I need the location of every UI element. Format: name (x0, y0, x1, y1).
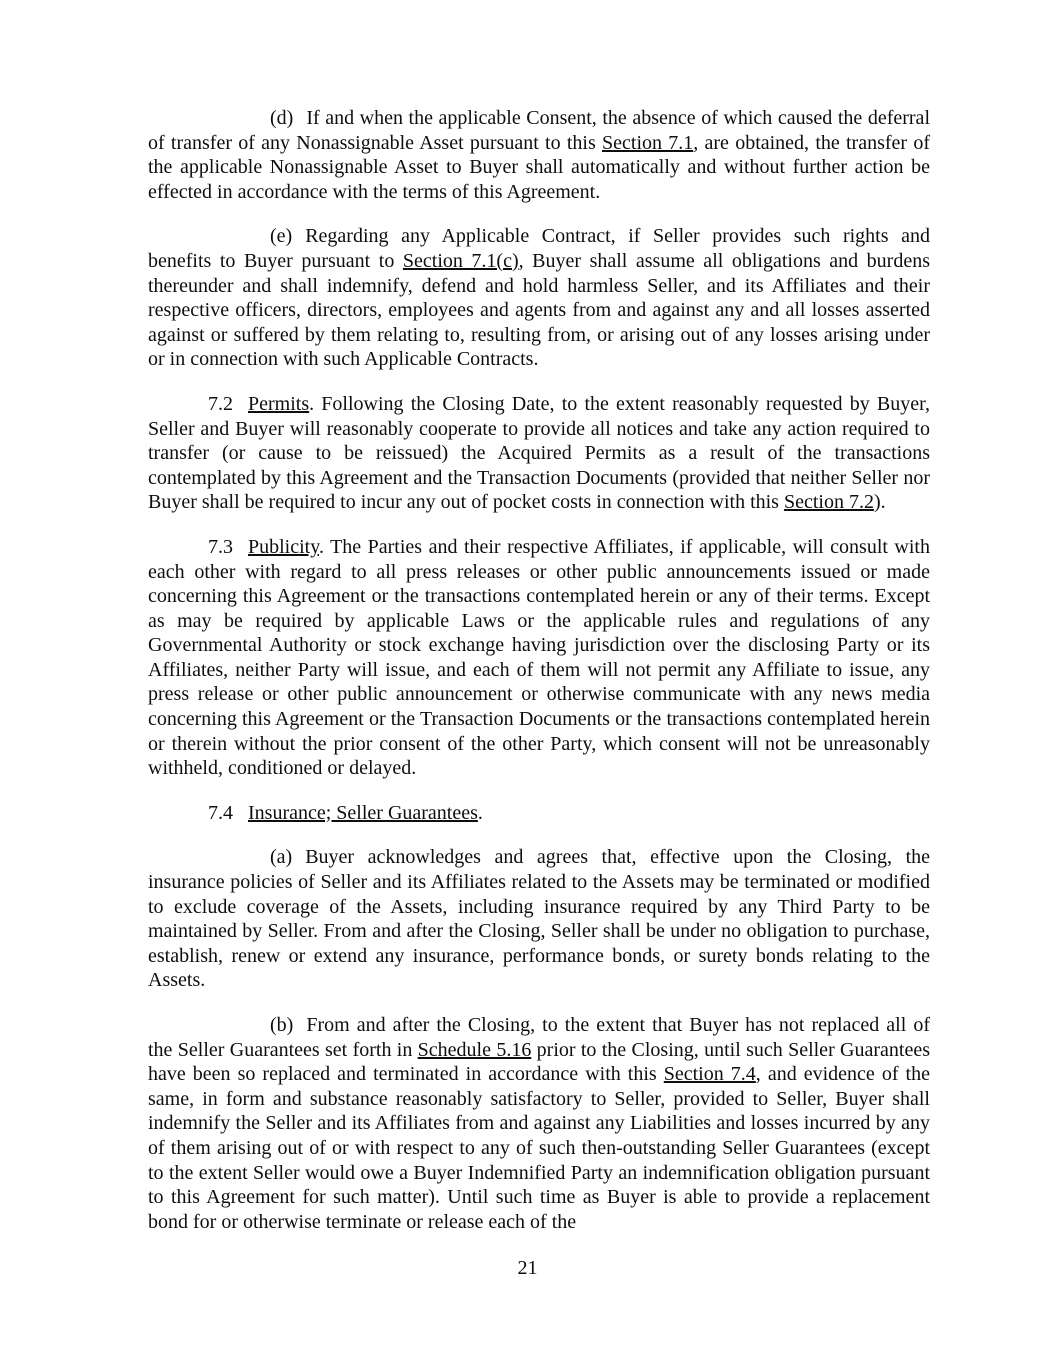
section-7-4-reference: Section 7.4 (663, 1063, 756, 1086)
paragraph-d (148, 106, 930, 204)
section-7-4-heading: Insurance; Seller Guarantees (248, 801, 478, 824)
section-7-1-reference: Section 7.1 (602, 131, 694, 154)
section-7-1c-reference: Section 7.1(c) (402, 249, 519, 272)
paragraph-b-letter: (b) (270, 1014, 294, 1036)
section-7-2-number: 7.2 (208, 392, 233, 415)
paragraph-a-text: Buyer acknowledges and agrees that, effective upon the Closing, the insurance policies of Seller and its Affiliates related to the Assets may be terminated or modified to exclude coverage of the Assets, including insurance required by any Third Party to be maintained by Seller. From and after the Closing, Seller shall be under no obligation to purchase, establish, renew or extend any insurance, performance bonds, or surety bonds relating to the Assets. (148, 846, 930, 992)
paragraph-b-text-2: prior to the Closing, until such Seller Guarantees have been so replaced and terminated in accordance with this (148, 1038, 931, 1086)
section-7-3 (148, 535, 930, 781)
paragraph-b-text: From and after the Closing, to the extent that Buyer has not replaced all of the Seller Guarantees set forth in (148, 1014, 930, 1061)
section-7-2 (148, 392, 930, 515)
paragraph-d-text: If and when the applicable Consent, the absence of which caused the deferral of transfer of any Nonassignable Asset pursuant to this (148, 107, 930, 154)
section-7-2-text: . Following the Closing Date, to the extent reasonably requested by Buyer, Seller and Buyer will reasonably cooperate to provide all notices and take any action required to transfer (or cause to be reissued) the Acquired Permits as a result of the transactions contemplated by this Agreement and the Transaction Documents (provided that neither Seller nor Buyer shall be required to incur any out of pocket costs in connection with this (148, 392, 930, 514)
section-7-2-reference: Section 7.2 (783, 491, 874, 514)
paragraph-e-letter: (e) (270, 225, 293, 248)
section-7-4-text: . (477, 801, 483, 824)
paragraph-e-text: Regarding any Applicable Contract, if Seller provides such rights and benefits to Buyer pursuant to (148, 225, 930, 272)
section-7-3-text: . The Parties and their respective Affiliates, if applicable, will consult with each other with regard to all press releases or other public announcements issued or made concerning this Agreement or the transactions contemplated herein or any of their terms. Except as may be required by applicable Laws or the applicable rules and regulations of any Governmental Authority or stock exchange having jurisdiction over the disclosing Party or its Affiliates, neither Party will issue, and each of them will not permit any Affiliate to issue, any press release or other public announcement or otherwise communicate with any news media concerning this Agreement or the Transaction Documents or the transactions contemplated herein or therein without the prior consent of the other Party, which consent will not be unreasonably withheld, conditioned or delayed. (148, 535, 930, 780)
section-7-2-text-cont: ). (873, 491, 886, 514)
paragraph-a (148, 845, 930, 993)
section-7-4-number: 7.4 (208, 801, 233, 824)
schedule-5-16-reference: Schedule 5.16 (417, 1038, 532, 1061)
paragraph-b (148, 1013, 930, 1234)
paragraph-a-letter: (a) (270, 846, 293, 869)
page-number: 21 (517, 1257, 538, 1279)
paragraph-d-letter: (d) (270, 107, 294, 129)
page-footer (0, 1256, 1055, 1281)
paragraph-e-text-cont: , Buyer shall assume all obligations and burdens thereunder and shall indemnify, defend and hold harmless Seller, and its Affiliates and their respective officers, directors, employees and agents from and against any and all losses asserted against or suffered by them relating to, resulting from, or arising out of any losses arising under or in connection with such Applicable Contracts. (148, 249, 931, 371)
section-7-2-heading: Permits (248, 392, 310, 415)
paragraph-e (148, 224, 930, 372)
paragraph-b-text-3: , and evidence of the same, in form and substance reasonably satisfactory to Seller, provided to Seller, Buyer shall indemnify the Seller and its Affiliates from and against any Liabilities and losses incurred by any of them arising out of or with respect to any of such then-outstanding Seller Guarantees (except to the extent Seller would owe a Buyer Indemnified Party an indemnification obligation pursuant to this Agreement for such matter). Until such time as Buyer is able to provide a replacement bond for or otherwise terminate or release each of the (148, 1063, 930, 1233)
section-7-3-number: 7.3 (208, 535, 233, 558)
section-7-4 (148, 801, 930, 826)
paragraph-d-text-cont: , are obtained, the transfer of the applicable Nonassignable Asset to Buyer shall automatically and without further action be effected in accordance with the terms of this Agreement. (148, 131, 930, 203)
section-7-3-heading: Publicity (248, 535, 319, 558)
